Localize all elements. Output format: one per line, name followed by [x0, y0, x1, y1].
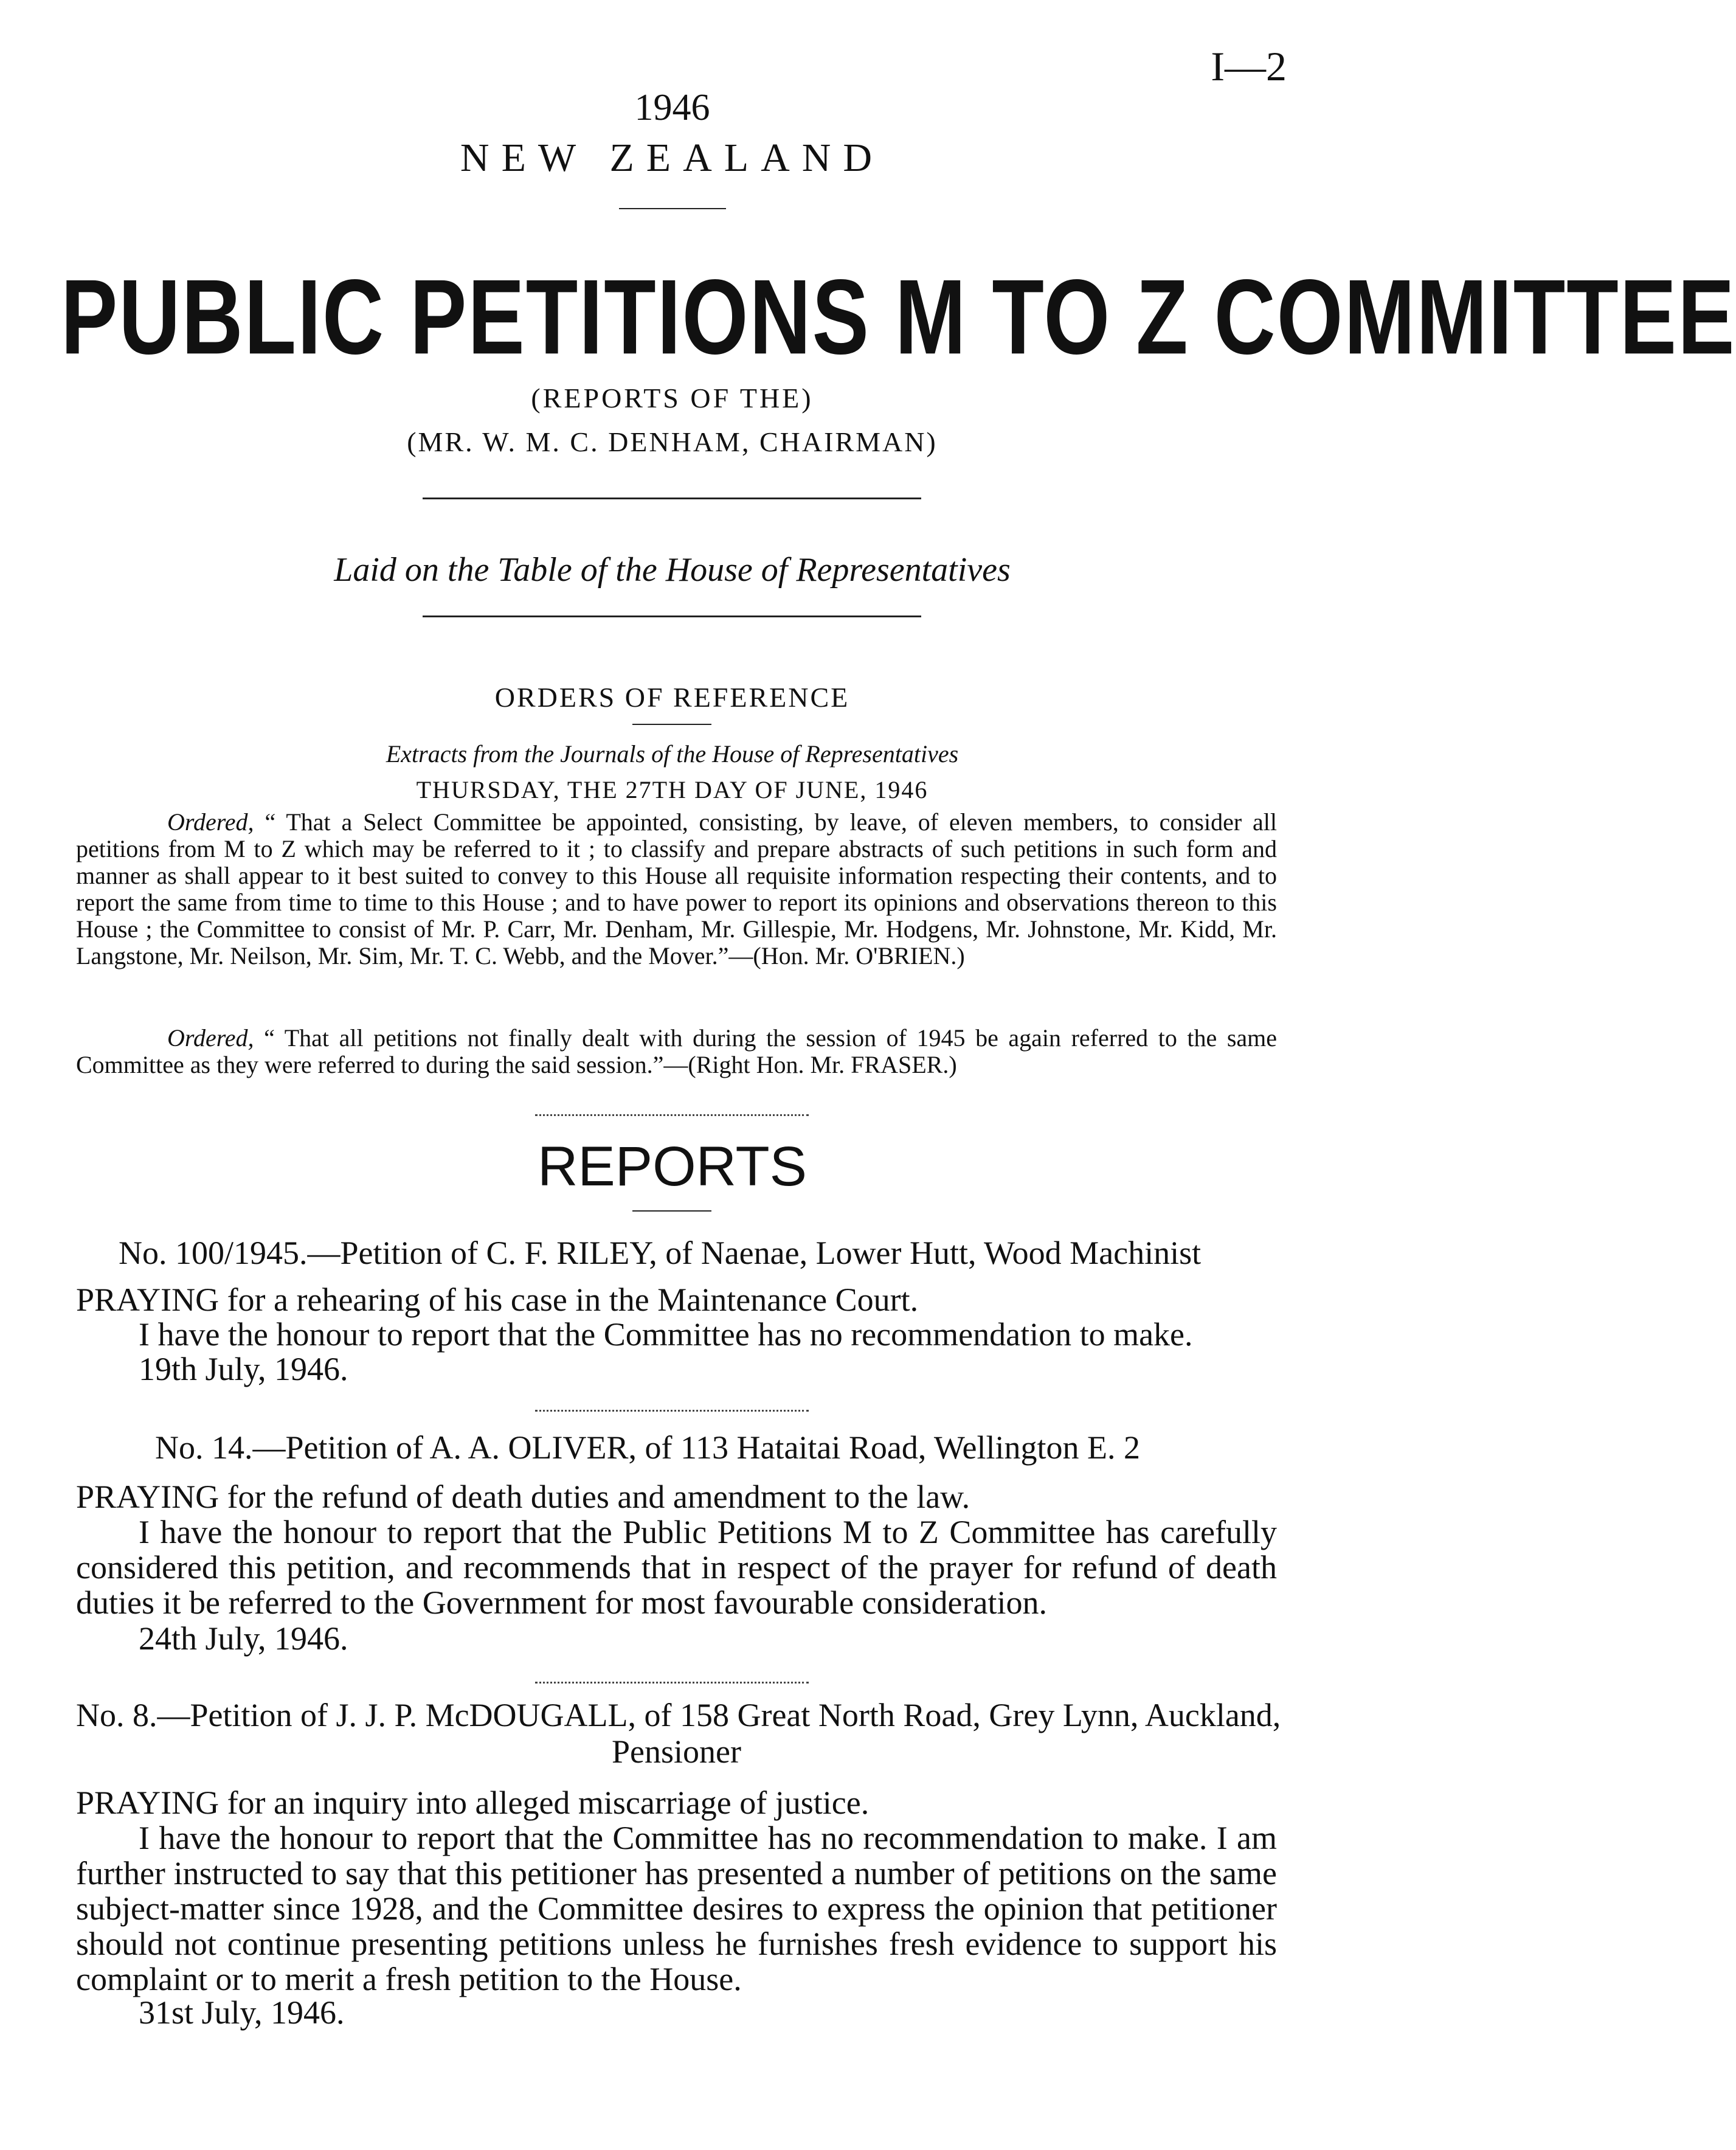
reports-heading: REPORTS: [537, 1136, 807, 1198]
petition-prayer: [76, 1282, 1277, 1317]
divider: [535, 1114, 809, 1116]
divider: [632, 724, 711, 725]
petition-heading: No. 100/1945.—Petition of C. F. RILEY, of Naenae, Lower Hutt, Wood Machinist: [119, 1235, 1202, 1271]
divider: [632, 1210, 711, 1212]
praying-word: PRAYING: [76, 1281, 220, 1318]
report-date: 31st July, 1946.: [139, 1994, 345, 2031]
order-text: “ That a Select Committee be appointed, consisting, by leave, of eleven members, to consider all petitions from M to Z which may be referred to it ; to classify and prepare abstracts of such petitions in such form and manner as shall appear to it best suited to convey to this House all requisite information respecting their contents, and to report the same from time to time to this House ; and to have power to report its opinions and observations thereon to this House ; the Committee to consist of Mr. P. Carr, Mr. Denham, Mr. Gillespie, Mr. Hodgens, Mr. Johnstone, Mr. Kidd, Mr. Langstone, Mr. Neilson, Mr. Sim, Mr. T. C. Webb, and the Mover.”—(Hon. Mr. O'BRIEN.): [76, 808, 1277, 969]
country: NEW ZEALAND: [460, 136, 885, 180]
order-paragraph: [76, 1025, 1277, 1078]
petition-prayer: [76, 1479, 1277, 1514]
petition-heading-line: No. 8.—Petition of J. J. P. McDOUGALL, of 158 Great North Road, Grey Lynn, Auckland,: [76, 1697, 1281, 1733]
petition-heading: No. 14.—Petition of A. A. OLIVER, of 113 Hataitai Road, Wellington E. 2: [155, 1429, 1140, 1466]
orders-heading: ORDERS OF REFERENCE: [494, 682, 850, 713]
document-id: I—2: [1211, 43, 1287, 89]
report-date: 19th July, 1946.: [139, 1351, 348, 1387]
order-text: “ That all petitions not finally dealt with during the session of 1945 be again referred to the same Committee as they were referred to during the said session.”—(Right Hon. Mr. FRASER.): [76, 1024, 1278, 1078]
order-paragraph: [76, 809, 1277, 969]
divider: [423, 616, 921, 617]
report-body: I have the honour to report that the Committee has no recommendation to make. I am further instructed to say that this petitioner has presented a number of petitions on the same subject-matter since 1928, and the Committee desires to express the opinion that petitioner should not continue presenting petitions unless he furnishes fresh evidence to support his complaint or to merit a fresh petition to the House.: [76, 1820, 1277, 1997]
chairman: (MR. W. M. C. DENHAM, CHAIRMAN): [407, 426, 938, 457]
divider: [423, 498, 921, 499]
laid-on-table: Laid on the Table of the House of Representatives: [334, 551, 1011, 589]
praying-word: PRAYING: [76, 1784, 220, 1821]
order-date: THURSDAY, THE 27TH DAY OF JUNE, 1946: [416, 776, 929, 803]
petition-heading-line: Pensioner: [612, 1733, 741, 1770]
prayer-text: for the refund of death duties and amendment to the law.: [227, 1479, 970, 1515]
prayer-text: for a rehearing of his case in the Maintenance Court.: [227, 1281, 919, 1318]
report-body: I have the honour to report that the Committee has no recommendation to make.: [139, 1316, 1193, 1353]
petition-heading: [76, 1697, 1281, 1770]
subtitle: (REPORTS OF THE): [531, 383, 814, 414]
journal-extracts: Extracts from the Journals of the House of Representatives: [386, 740, 959, 768]
order-lead: Ordered,: [167, 1024, 254, 1052]
page-title: PUBLIC PETITIONS M TO Z COMMITTEE: [61, 257, 1736, 376]
divider: [535, 1410, 809, 1412]
report-body: I have the honour to report that the Public Petitions M to Z Committee has carefully considered this petition, and recommends that in respect of the prayer for refund of death duties it be referred to the Government for most favourable consideration.: [76, 1514, 1277, 1621]
divider: [535, 1682, 809, 1684]
report-date: 24th July, 1946.: [139, 1620, 348, 1657]
prayer-text: for an inquiry into alleged miscarriage of justice.: [227, 1784, 870, 1821]
year: 1946: [634, 87, 710, 128]
divider: [619, 208, 726, 209]
praying-word: PRAYING: [76, 1479, 220, 1515]
order-lead: Ordered,: [167, 808, 254, 836]
petition-prayer: [76, 1785, 1277, 1820]
